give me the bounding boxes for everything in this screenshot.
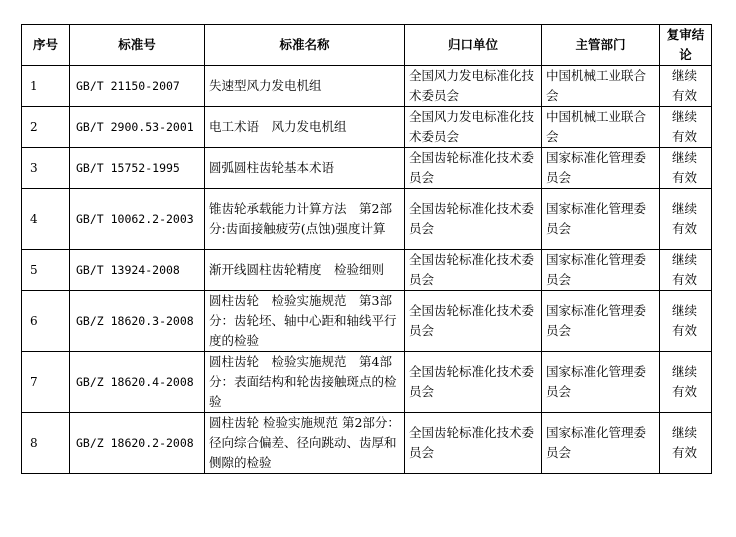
cell-serial-no: 8 — [22, 413, 70, 474]
cell-standard-name: 锥齿轮承载能力计算方法 第2部分:齿面接触疲劳(点蚀)强度计算 — [205, 189, 405, 250]
cell-competent-department: 国家标准化管理委员会 — [542, 189, 660, 250]
table-header-row — [22, 25, 712, 66]
cell-competent-department: 国家标准化管理委员会 — [542, 148, 660, 189]
header-competent-department: 主管部门 — [542, 25, 660, 66]
cell-standard-code: GB/T 13924-2008 — [70, 250, 205, 291]
cell-responsible-unit: 全国齿轮标准化技术委员会 — [405, 189, 542, 250]
cell-competent-department: 国家标准化管理委员会 — [542, 291, 660, 352]
cell-review-conclusion: 继续有效 — [660, 250, 712, 291]
cell-serial-no: 3 — [22, 148, 70, 189]
cell-competent-department: 中国机械工业联合会 — [542, 107, 660, 148]
cell-responsible-unit: 全国齿轮标准化技术委员会 — [405, 291, 542, 352]
table-row — [22, 250, 712, 291]
cell-standard-code: GB/T 21150-2007 — [70, 66, 205, 107]
cell-standard-name: 圆柱齿轮 检验实施规范 第4部分：表面结构和轮齿接触斑点的检验 — [205, 352, 405, 413]
header-serial-no: 序号 — [22, 25, 70, 66]
cell-competent-department: 国家标准化管理委员会 — [542, 250, 660, 291]
header-standard-name: 标准名称 — [205, 25, 405, 66]
cell-standard-name: 圆弧圆柱齿轮基本术语 — [205, 148, 405, 189]
cell-responsible-unit: 全国风力发电标准化技术委员会 — [405, 107, 542, 148]
cell-responsible-unit: 全国齿轮标准化技术委员会 — [405, 352, 542, 413]
cell-standard-code: GB/Z 18620.3-2008 — [70, 291, 205, 352]
cell-responsible-unit: 全国齿轮标准化技术委员会 — [405, 413, 542, 474]
cell-standard-code: GB/T 10062.2-2003 — [70, 189, 205, 250]
header-standard-code: 标准号 — [70, 25, 205, 66]
cell-standard-code: GB/T 2900.53-2001 — [70, 107, 205, 148]
cell-standard-name: 电工术语 风力发电机组 — [205, 107, 405, 148]
table-row — [22, 189, 712, 250]
cell-serial-no: 6 — [22, 291, 70, 352]
cell-serial-no: 2 — [22, 107, 70, 148]
table-row — [22, 148, 712, 189]
cell-review-conclusion: 继续有效 — [660, 189, 712, 250]
cell-competent-department: 国家标准化管理委员会 — [542, 413, 660, 474]
cell-serial-no: 7 — [22, 352, 70, 413]
cell-responsible-unit: 全国齿轮标准化技术委员会 — [405, 250, 542, 291]
cell-standard-name: 失速型风力发电机组 — [205, 66, 405, 107]
cell-standard-code: GB/Z 18620.4-2008 — [70, 352, 205, 413]
cell-competent-department: 中国机械工业联合会 — [542, 66, 660, 107]
cell-standard-name: 渐开线圆柱齿轮精度 检验细则 — [205, 250, 405, 291]
cell-review-conclusion: 继续有效 — [660, 352, 712, 413]
cell-review-conclusion: 继续有效 — [660, 66, 712, 107]
table-row — [22, 413, 712, 474]
table-row — [22, 291, 712, 352]
cell-competent-department: 国家标准化管理委员会 — [542, 352, 660, 413]
table-row — [22, 107, 712, 148]
header-responsible-unit: 归口单位 — [405, 25, 542, 66]
cell-serial-no: 5 — [22, 250, 70, 291]
cell-review-conclusion: 继续有效 — [660, 413, 712, 474]
cell-standard-name: 圆柱齿轮 检验实施规范 第2部分：径向综合偏差、径向跳动、齿厚和侧隙的检验 — [205, 413, 405, 474]
cell-standard-code: GB/Z 18620.2-2008 — [70, 413, 205, 474]
table-row — [22, 352, 712, 413]
cell-standard-name: 圆柱齿轮 检验实施规范 第3部分：齿轮坯、轴中心距和轴线平行度的检验 — [205, 291, 405, 352]
cell-standard-code: GB/T 15752-1995 — [70, 148, 205, 189]
cell-review-conclusion: 继续有效 — [660, 107, 712, 148]
cell-serial-no: 4 — [22, 189, 70, 250]
cell-review-conclusion: 继续有效 — [660, 148, 712, 189]
cell-responsible-unit: 全国齿轮标准化技术委员会 — [405, 148, 542, 189]
cell-review-conclusion: 继续有效 — [660, 291, 712, 352]
table-row — [22, 66, 712, 107]
standards-review-table — [21, 24, 712, 474]
header-review-conclusion: 复审结论 — [660, 25, 712, 66]
cell-serial-no: 1 — [22, 66, 70, 107]
cell-responsible-unit: 全国风力发电标准化技术委员会 — [405, 66, 542, 107]
